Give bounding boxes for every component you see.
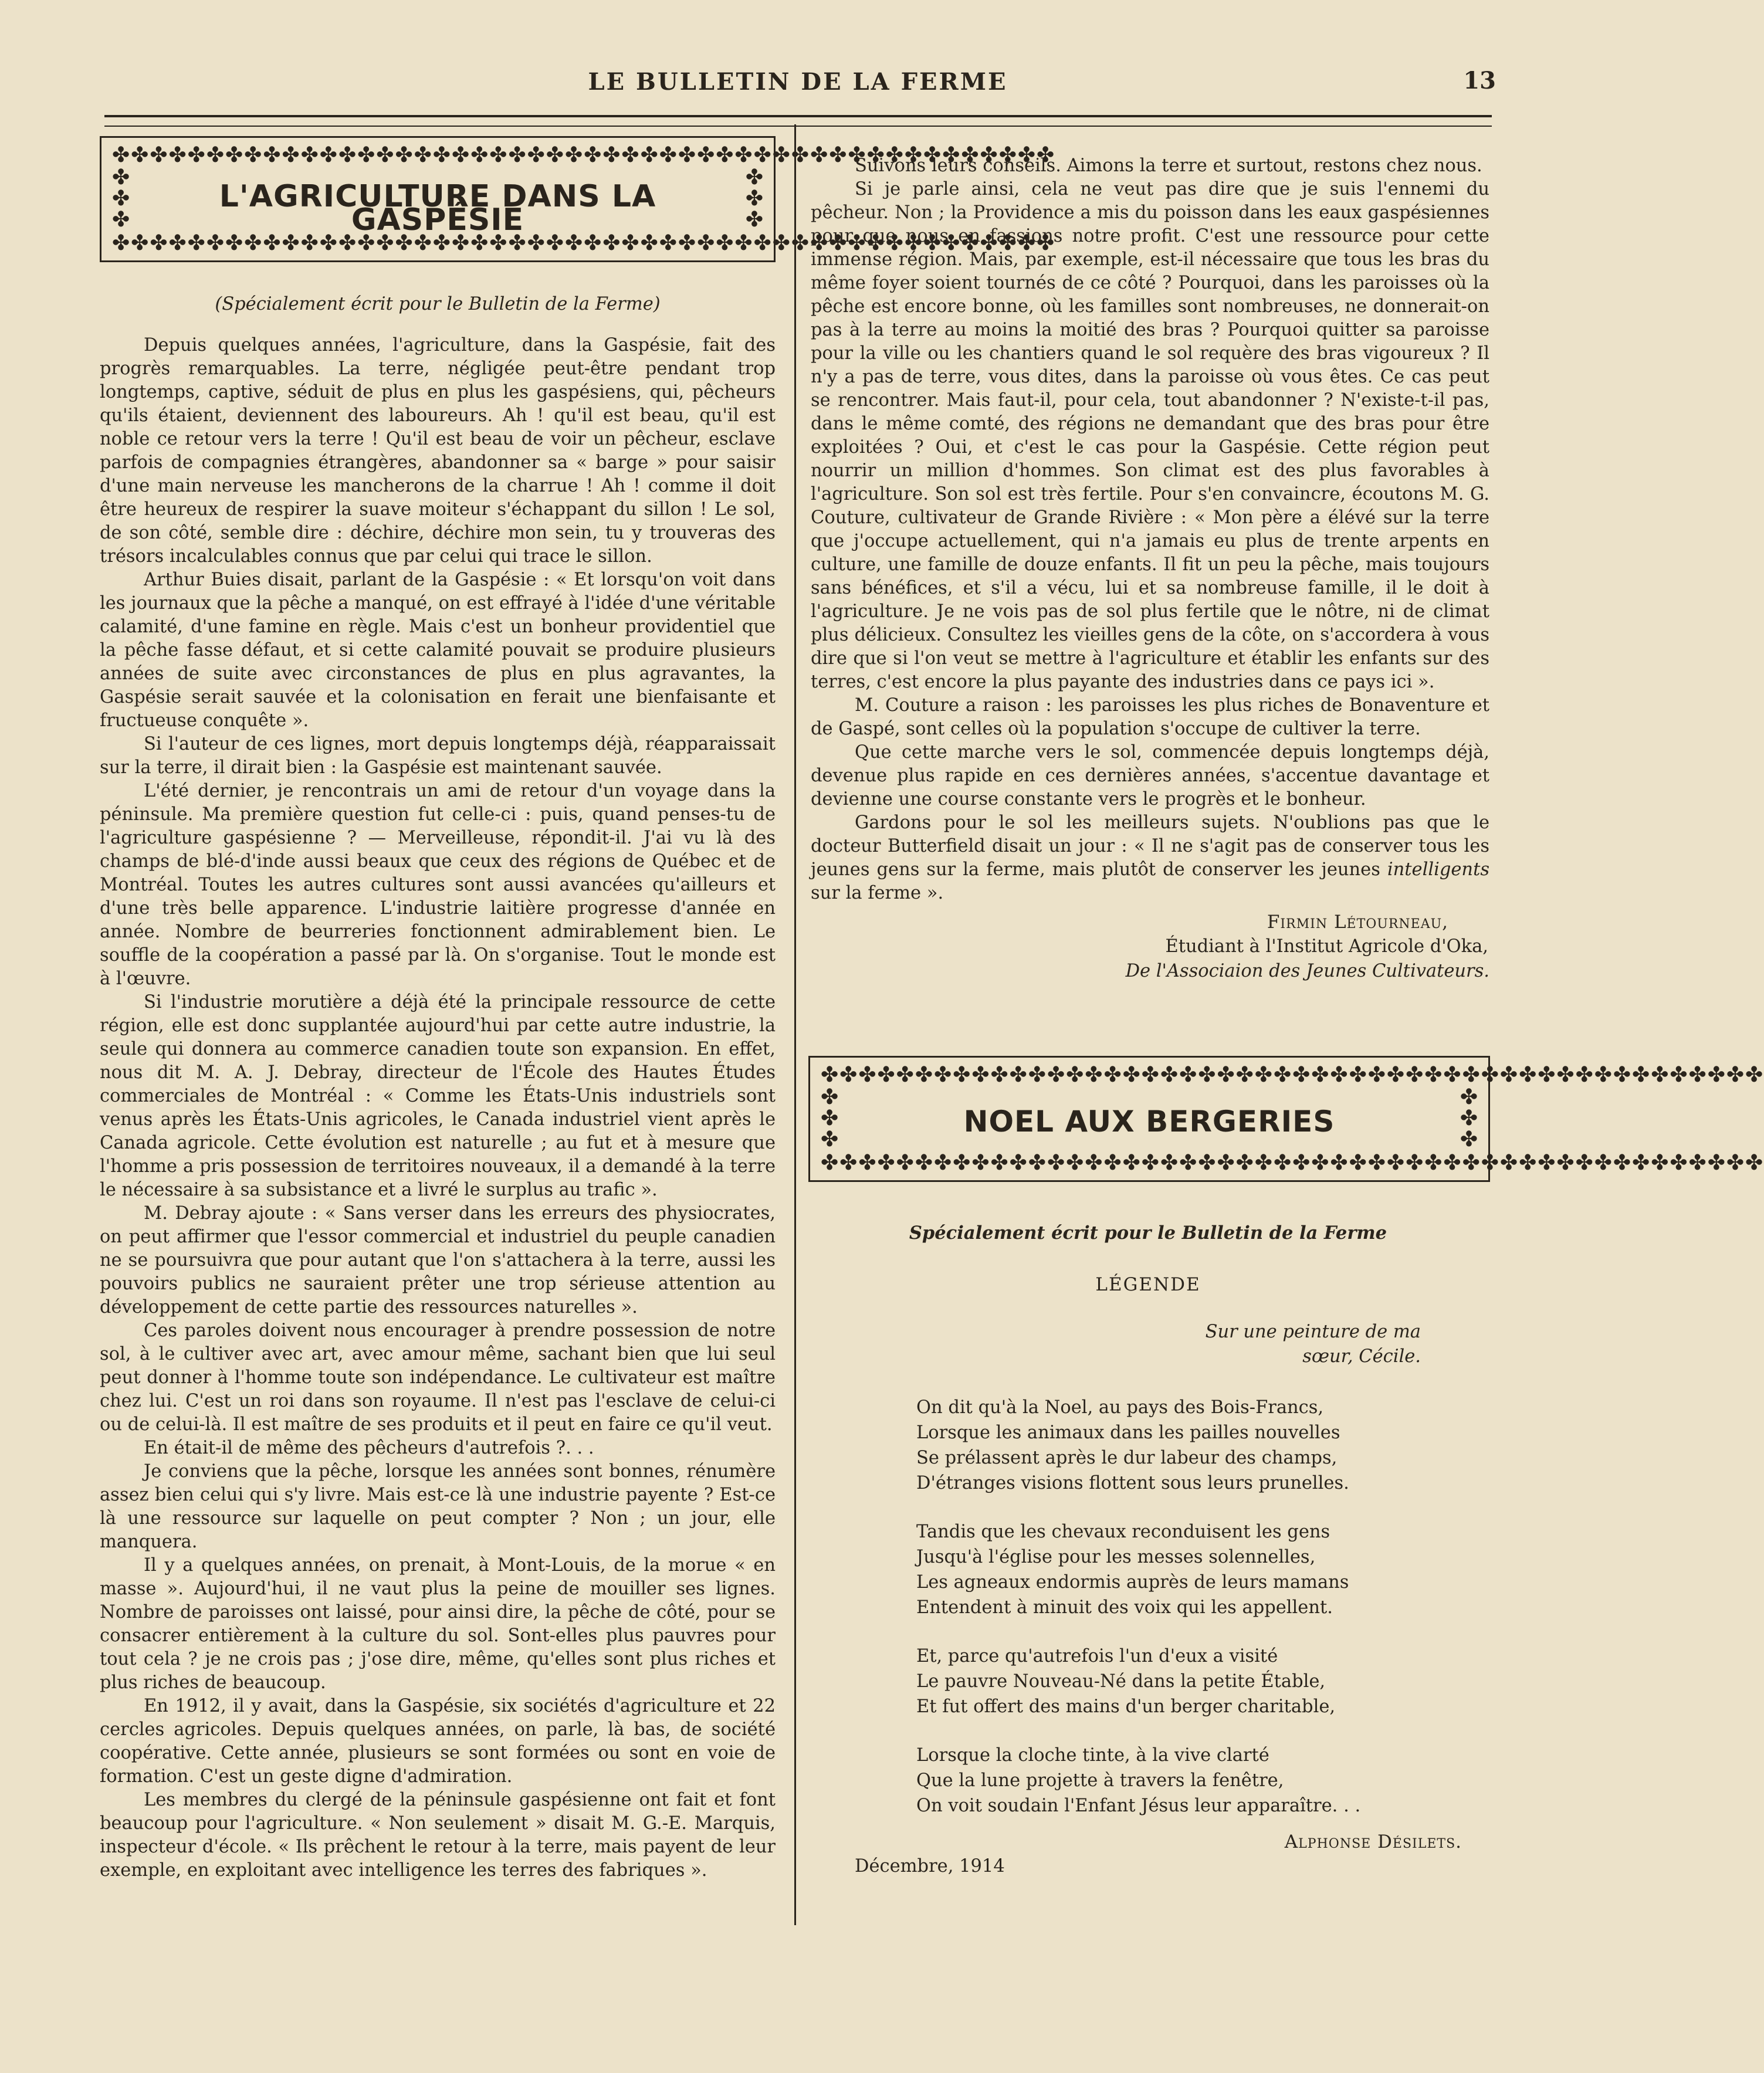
- right-column: [811, 154, 1489, 984]
- stanza: On dit qu'à la Noel, au pays des Bois-Francs, Lorsque les animaux dans les pailles nouvelles Se prélassent après le dur labeur des champs, D'étranges visions flottent sous leurs prunelles.: [916, 1397, 1349, 1493]
- signature-association: De l'Associaion des Jeunes Cultivateurs.: [1125, 961, 1489, 981]
- paragraph: L'été dernier, je rencontrais un ami de retour d'un voyage dans la péninsule. Ma première question fut celle-ci : puis, quand penses-tu de l'agriculture gaspésienne ? — Merveilleuse, répondit-il. J'ai vu là des champs de blé-d'inde aussi beaux que ceux des régions de Québec et de Montréal. Toutes les autres cultures sont aussi avancées qu'ailleurs et d'une très belle apparence. L'industrie laitière progresse d'année en année. Nombre de beurreries fonctionnent admirablement bien. Le souffle de la coopération a passé par là. On s'organise. Tout le monde est à l'œuvre.: [100, 781, 776, 989]
- stanza: Et, parce qu'autrefois l'un d'eux a visité Le pauvre Nouveau-Né dans la petite Étable, Et fut offert des mains d'un berger charitable,: [916, 1646, 1336, 1717]
- paragraph: Si l'industrie morutière a déjà été la principale ressource de cette région, elle est donc supplantée aujourd'hui par cette autre industrie, la seule qui donnera au commerce canadien toute son expansion. En effet, nous dit M. A. J. Debray, directeur de l'École des Hautes Études commerciales de Montréal : « Comme les États-Unis industriels sont venus après les États-Unis agricoles, le Canada industriel vient après le Canada agricole. Cette évolution est naturelle ; au fut et à mesure que l'homme a pris possession de territoires nouveaux, il a demandé à la terre le nécessaire à sa subsistance et a livré le surplus au trafic ».: [100, 992, 776, 1200]
- paragraph: M. Debray ajoute : « Sans verser dans les erreurs des physiocrates, on peut affirmer que l'essor commercial et industriel du peuple canadien ne se poursuivra que pour autant que l'on s'attachera à la terre, aussi les pouvoirs publics ne sauraient prêter une trop sérieuse attention au développement de cette partie des ressources naturelles ».: [100, 1203, 776, 1317]
- stanza: Tandis que les chevaux reconduisent les gens Jusqu'à l'église pour les messes solennelles, Les agneaux endormis auprès de leurs mamans Entendent à minuit des voix qui les appellent.: [916, 1522, 1349, 1618]
- page-number: 13: [1463, 67, 1496, 94]
- paragraph: Les membres du clergé de la péninsule gaspésienne ont fait et font beaucoup pour l'agriculture. « Non seulement » disait M. G.-E. Marquis, inspecteur d'école. « Ils prêchent le retour à la terre, mais payent de leur exemple, en exploitant avec intelligence les terres des fabriques ».: [100, 1790, 776, 1881]
- paragraph: Gardons pour le sol les meilleurs sujets. N'oublions pas que le docteur Butterfield disait un jour : « Il ne s'agit pas de conserver tous les jeunes gens sur la ferme, mais plutôt de conserver les jeunes intelligents sur la ferme ».: [811, 812, 1489, 903]
- paragraph: M. Couture a raison : les paroisses les plus riches de Bonaventure et de Gaspé, sont celles où la population s'occupe de cultiver la terre.: [811, 695, 1489, 739]
- paragraph: En 1912, il y avait, dans la Gaspésie, six sociétés d'agriculture et 22 cercles agricoles. Depuis quelques années, on parle, là bas, de société coopérative. Cette année, plusieurs se sont formées ou sont en voie de formation. C'est un geste digne d'admiration.: [100, 1696, 776, 1787]
- ornament-side-right: ✤ ✤ ✤: [745, 165, 763, 232]
- poem-date: Décembre, 1914: [855, 1856, 1005, 1876]
- paragraph: Depuis quelques années, l'agriculture, dans la Gaspésie, fait des progrès remarquables. La terre, négligée peut-être pendant trop longtemps, captive, séduit de plus en plus les gaspésiens, qui, pêcheurs qu'ils étaient, deviennent des laboureurs. Ah ! qu'il est beau, qu'il est noble ce retour vers la terre ! Qu'il est beau de voir un pêcheur, esclave parfois de compagnies étrangères, abandonner sa « barge » pour saisir d'une main nerveuse les mancherons de la charrue ! Ah ! comme il doit être heureux de respirer la suave moiteur s'échappant du sillon ! Le sol, de son côté, semble dire : déchire, déchire mon sein, tu y trouveras des trésors incalculables connus que par celui qui trace le sillon.: [100, 335, 776, 567]
- ornament-row-top: ✤✤✤✤✤✤✤✤✤✤✤✤✤✤✤✤✤✤✤✤✤✤✤✤✤✤✤✤✤✤✤✤✤✤✤✤✤✤✤✤✤✤✤✤✤✤✤✤✤✤: [112, 143, 1056, 167]
- paragraph: Ces paroles doivent nous encourager à prendre possession de notre sol, à le cultiver avec art, avec amour même, sachant bien que lui seul peut donner à l'homme toute son indépendance. Le cultivateur est maître chez lui. C'est un roi dans son royaume. Il n'est pas l'esclave de celui-ci ou de celui-là. Il est maître de ses produits et il peut en faire ce qu'il veut.: [100, 1320, 776, 1435]
- paragraph: Suivons leurs conseils. Aimons la terre et surtout, restons chez nous.: [855, 155, 1482, 176]
- page-header: [100, 63, 1496, 104]
- signature-name: Firmin Létourneau,: [1267, 912, 1448, 933]
- paragraph: En était-il de même des pêcheurs d'autrefois ?. . .: [144, 1438, 594, 1458]
- column-divider: [794, 124, 796, 1925]
- poem-subtitle: LÉGENDE: [1095, 1274, 1201, 1295]
- ornament-side-left: ✤ ✤ ✤: [112, 165, 130, 232]
- noel-title-box: [808, 1056, 1764, 1182]
- poem-dedication: Sur une peinture de ma sœur, Cécile.: [1205, 1322, 1421, 1367]
- ornament-side-left: ✤ ✤ ✤: [821, 1085, 839, 1151]
- paragraph: Je conviens que la pêche, lorsque les années sont bonnes, rénumère assez bien celui qui s'y livre. Mais est-ce là une industrie payente ? Est-ce là une ressource sur laquelle on peut compter ? Non ; un jour, elle manquera.: [100, 1461, 776, 1552]
- running-title: LE BULLETIN DE LA FERME: [588, 68, 1008, 96]
- paragraph: Si je parle ainsi, cela ne veut pas dire que je suis l'ennemi du pêcheur. Non ; la Providence a mis du poisson dans les eaux gaspésiennes pour que nous en fassions notre profit. C'est une ressource pour cette immense région. Mais, par exemple, est-il nécessaire que tous les bras du même foyer soient tournés de ce côté ? Pourquoi, dans les paroisses où la pêche est encore bonne, où les familles sont nombreuses, ne donnerait-on pas à la terre au moins la moitié des bras ? Pourquoi quitter sa paroisse pour la ville ou les chantiers quand le sol requère des bras vigoureux ? Il n'y a pas de terre, vous dites, dans la paroisse où vous êtes. Ce cas peut se rencontrer. Mais faut-il, pour cela, tout abandonner ? N'existe-t-il pas, dans le même comté, des régions ne demandant que des bras pour être exploitées ? Oui, et c'est le cas pour la Gaspésie. Cette région peut nourrir un million d'hommes. Son climat est des plus favorables à l'agriculture. Son sol est très fertile. Pour s'en convaincre, écoutons M. G. Couture, cultivateur de Grande Rivière : « Mon père a élévé sur la terre que j'occupe actuellement, qui n'a jamais eu plus de trente arpents en culture, une famille de douze enfants. Il fit un peu la pêche, mais toujours sans bénéfices, et s'il a vécu, lui et sa nombreuse famille, il le doit à l'agriculture. Je ne vois pas de sol plus fertile que le nôtre, ni de climat plus délicieux. Consultez les vieilles gens de la côte, on s'accordera à vous dire que si l'on veut se mettre à l'agriculture et établir les enfants sur des terres, c'est encore la plus payante des industries dans ce pays ici ».: [811, 179, 1489, 692]
- title-ornament-box: [100, 136, 1056, 262]
- ornament-row-top: ✤✤✤✤✤✤✤✤✤✤✤✤✤✤✤✤✤✤✤✤✤✤✤✤✤✤✤✤✤✤✤✤✤✤✤✤✤✤✤✤✤✤✤✤✤✤✤✤✤✤: [821, 1063, 1764, 1087]
- poem: [811, 1221, 1485, 1878]
- italic-word: intelligents: [1387, 859, 1489, 880]
- stanza: Lorsque la cloche tinte, à la vive clarté Que la lune projette à travers la fenêtre, On voit soudain l'Enfant Jésus leur apparaître. . .: [916, 1745, 1361, 1816]
- article-title: L'AGRICULTURE DANS LA GASPÉSIE: [219, 179, 656, 238]
- article-byline: (Spécialement écrit pour le Bulletin de la Ferme): [215, 294, 661, 314]
- ornament-side-right: ✤ ✤ ✤: [1460, 1085, 1478, 1151]
- paragraph: Il y a quelques années, on prenait, à Mont-Louis, de la morue « en masse ». Aujourd'hui, il ne vaut plus la peine de mouiller ses lignes. Nombre de paroisses ont laissé, pour ainsi dire, la pêche de côté, pour se consacrer entièrement à la culture du sol. Sont-elles plus pauvres pour tout cela ? je ne crois pas ; j'ose dire, même, qu'elles sont plus riches et plus riches de beaucoup.: [100, 1555, 776, 1693]
- header-rule: [104, 115, 1492, 127]
- ornament-row-bottom: ✤✤✤✤✤✤✤✤✤✤✤✤✤✤✤✤✤✤✤✤✤✤✤✤✤✤✤✤✤✤✤✤✤✤✤✤✤✤✤✤✤✤✤✤✤✤✤✤✤✤: [112, 231, 1056, 255]
- paragraph: Que cette marche vers le sol, commencée depuis longtemps déjà, devenue plus rapide en ces dernières années, s'accentue davantage et devienne une course constante vers le progrès et le bonheur.: [811, 742, 1489, 809]
- ornament-row-bottom: ✤✤✤✤✤✤✤✤✤✤✤✤✤✤✤✤✤✤✤✤✤✤✤✤✤✤✤✤✤✤✤✤✤✤✤✤✤✤✤✤✤✤✤✤✤✤✤✤✤✤: [821, 1151, 1764, 1175]
- signature-title: Étudiant à l'Institut Agricole d'Oka,: [1165, 936, 1488, 957]
- paragraph: Arthur Buies disait, parlant de la Gaspésie : « Et lorsqu'on voit dans les journaux que la pêche a manqué, on est effrayé à l'idée d'une véritable calamité, d'une famine en règle. Mais c'est un bonheur providentiel que la pêche fasse défaut, et si cette calamité pouvait se produire plusieurs années de suite avec circonstances de plus en plus agravantes, la Gaspésie serait sauvée et la colonisation en ferait une bienfaisante et fructueuse conquête ».: [100, 570, 776, 731]
- poem-signature: Alphonse Désilets.: [1284, 1831, 1462, 1852]
- poem-title: NOEL AUX BERGERIES: [963, 1105, 1335, 1139]
- article-signature: [811, 910, 1489, 984]
- paragraph: Si l'auteur de ces lignes, mort depuis longtemps déjà, réapparaissait sur la terre, il dirait bien : la Gaspésie est maintenant sauvée.: [100, 734, 776, 778]
- poem-byline: Spécialement écrit pour le Bulletin de la Ferme: [909, 1222, 1387, 1244]
